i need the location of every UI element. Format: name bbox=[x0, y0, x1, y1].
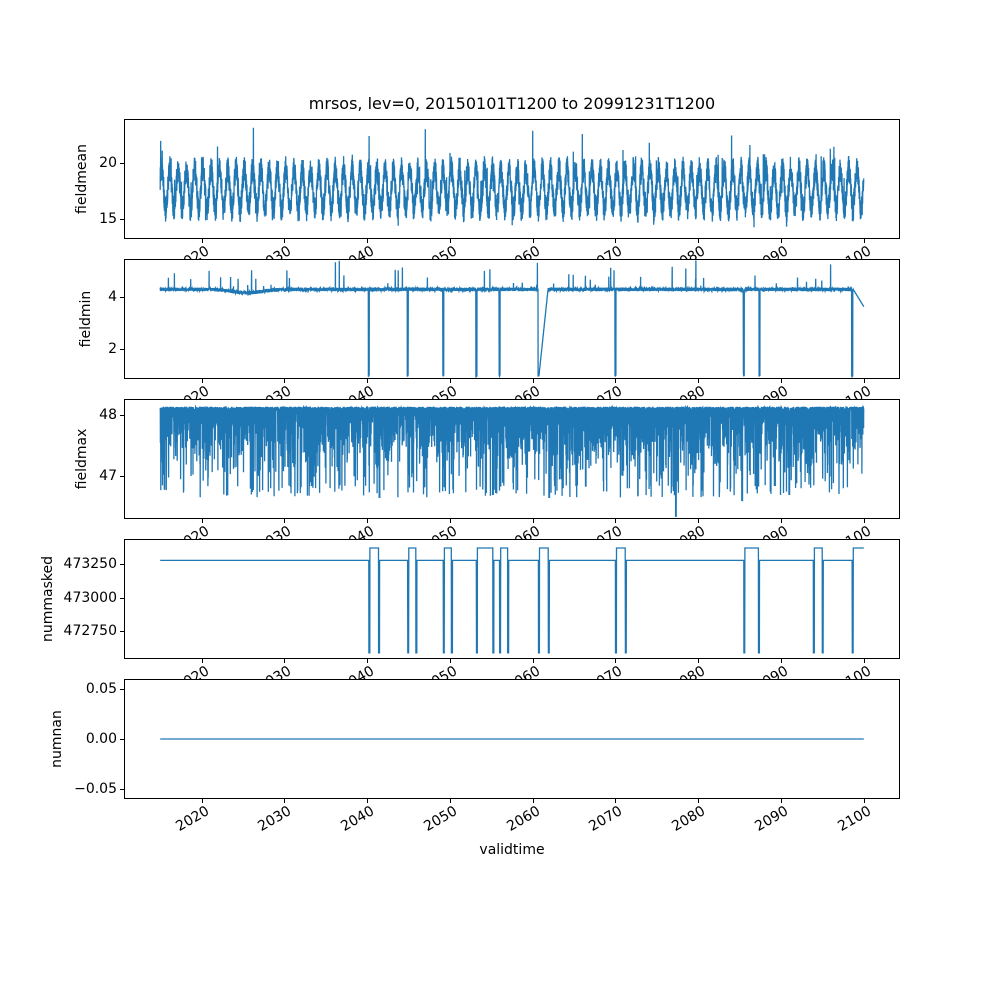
x-tick-label: 2100 bbox=[835, 803, 875, 835]
y-tick-label: 2 bbox=[108, 341, 117, 357]
plot-area-fieldmin bbox=[125, 260, 899, 378]
series-line-nummasked bbox=[160, 548, 864, 653]
y-axis-label-fieldmean: fieldmean bbox=[74, 144, 90, 214]
y-axis-label-fieldmin: fieldmin bbox=[78, 290, 94, 348]
y-tick-mark bbox=[120, 564, 124, 565]
plot-area-nummasked bbox=[125, 540, 899, 658]
x-tick-label: 2090 bbox=[752, 803, 792, 835]
y-tick-mark bbox=[120, 415, 124, 416]
y-tick-mark bbox=[120, 739, 124, 740]
y-tick-label: 0.05 bbox=[85, 681, 117, 697]
y-tick-label: 473250 bbox=[63, 556, 117, 572]
y-tick-label: 20 bbox=[99, 155, 117, 171]
x-tick-label: 2080 bbox=[669, 803, 709, 835]
series-line-fieldmean bbox=[160, 128, 864, 228]
y-tick-mark bbox=[120, 349, 124, 350]
y-tick-mark bbox=[120, 163, 124, 164]
series-line-fieldmin bbox=[160, 260, 864, 376]
y-tick-label: −0.05 bbox=[74, 781, 117, 797]
series-line-fieldmax bbox=[160, 407, 864, 517]
y-tick-mark bbox=[120, 297, 124, 298]
y-tick-mark bbox=[120, 689, 124, 690]
x-tick-label: 2030 bbox=[255, 803, 295, 835]
y-tick-label: 0.00 bbox=[85, 731, 117, 747]
y-tick-label: 48 bbox=[99, 407, 117, 423]
x-tick-label: 2050 bbox=[421, 803, 461, 835]
y-tick-label: 4 bbox=[108, 289, 117, 305]
x-tick-label: 2070 bbox=[586, 803, 626, 835]
axes-nummasked bbox=[124, 539, 900, 659]
x-tick-label: 2060 bbox=[504, 803, 544, 835]
axes-fieldmean bbox=[124, 119, 900, 239]
plot-area-fieldmax bbox=[125, 400, 899, 518]
axes-fieldmin bbox=[124, 259, 900, 379]
y-tick-mark bbox=[120, 598, 124, 599]
axes-numnan bbox=[124, 679, 900, 799]
axes-fieldmax bbox=[124, 399, 900, 519]
plot-area-numnan bbox=[125, 680, 899, 798]
x-tick-label: 2020 bbox=[173, 803, 213, 835]
y-axis-label-numnan: numnan bbox=[49, 710, 65, 768]
y-tick-mark bbox=[120, 789, 124, 790]
y-axis-label-fieldmax: fieldmax bbox=[74, 428, 90, 490]
plot-area-fieldmean bbox=[125, 120, 899, 238]
x-axis-label: validtime bbox=[479, 842, 545, 858]
y-tick-label: 473000 bbox=[63, 590, 117, 606]
y-axis-label-nummasked: nummasked bbox=[40, 556, 56, 643]
y-tick-mark bbox=[120, 219, 124, 220]
x-tick-label: 2040 bbox=[338, 803, 378, 835]
y-tick-label: 47 bbox=[99, 468, 117, 484]
y-tick-label: 15 bbox=[99, 211, 117, 227]
y-tick-mark bbox=[120, 476, 124, 477]
y-tick-label: 472750 bbox=[63, 623, 117, 639]
y-tick-mark bbox=[120, 631, 124, 632]
chart-title: mrsos, lev=0, 20150101T1200 to 20991231T1200 bbox=[308, 94, 716, 113]
